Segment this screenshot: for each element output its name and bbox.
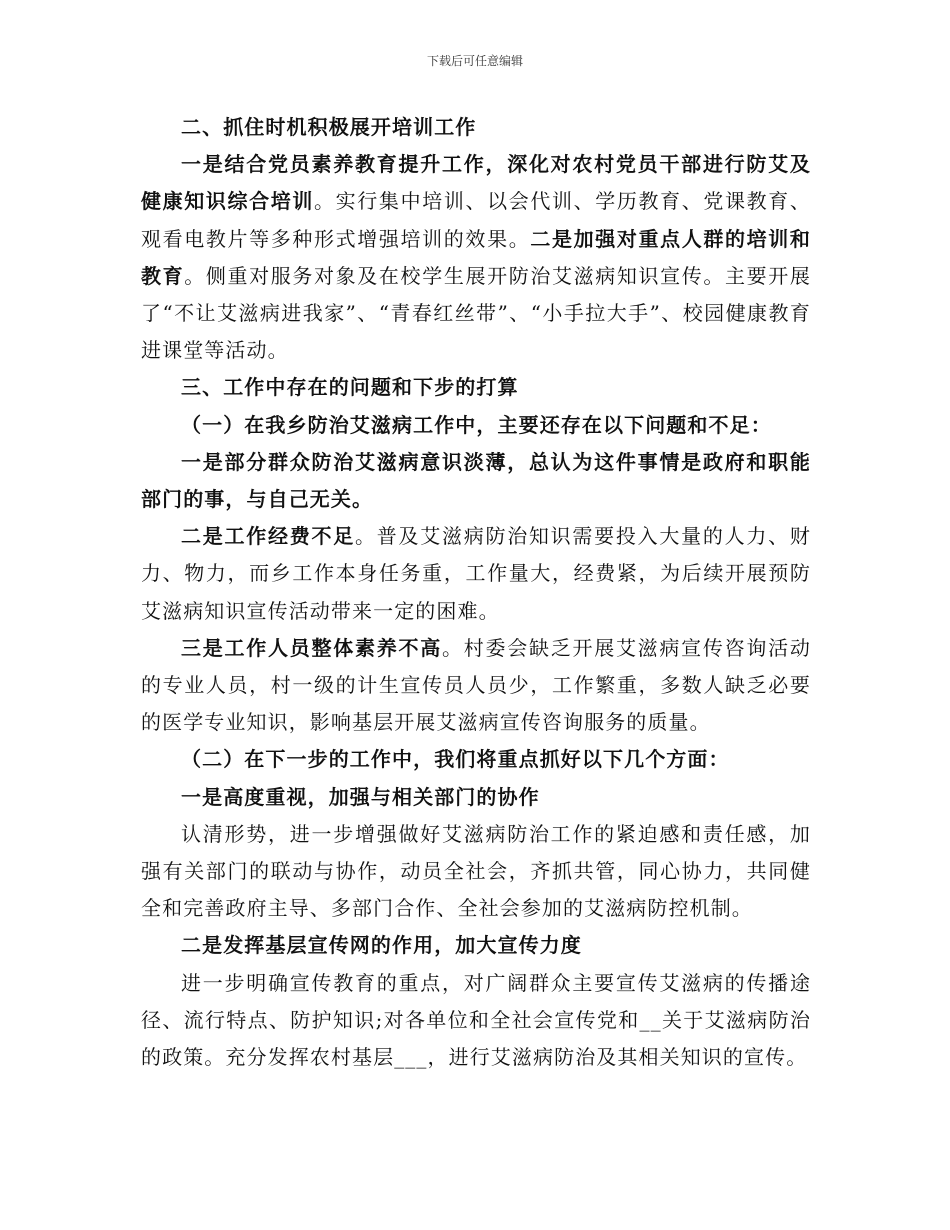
text-run: 进一步明确宣传教育的重点，对广阔群众主要宣传艾滋病的传播途径、流行特点、防护知识;对各单位和全社会宣传党和__关于艾滋病防治的政策。充分发挥农村基层___，进行艾滋病防治及其相关知识的宣传。 [141,970,811,1070]
subheading-problems [141,407,811,444]
bold-run: 一是结合党员素养教育提升工作，深化对农村党员干部进行防艾及健康知识综合培训 [141,152,811,214]
subheading-next-steps [141,741,811,778]
subheading-step-2 [141,927,811,964]
bold-run: 一是部分群众防治艾滋病意识淡薄，总认为这件事情是政府和职能部门的事，与自己无关。 [141,449,811,512]
heading-text: 二、抓住时机积极展开培训工作 [181,115,477,139]
section-heading-3 [141,369,811,406]
paragraph-training [141,146,811,369]
heading-text: 三、工作中存在的问题和下步的打算 [181,375,519,400]
paragraph-step-1 [141,816,811,928]
document-body [141,109,811,1076]
heading-text: 一是高度重视，加强与相关部门的协作 [181,784,540,809]
heading-text: 二是发挥基层宣传网的作用，加大宣传力度 [181,933,582,958]
text-run: 认清形势，进一步增强做好艾滋病防治工作的紧迫感和责任感，加强有关部门的联动与协作，动员全社会，齐抓共管，同心协力，共同健全和完善政府主导、多部门合作、全社会参加的艾滋病防控机制。 [141,821,811,921]
text-run: 。侧重对服务对象及在校学生展开防治艾滋病知识宣传。主要开展了“不让艾滋病进我家”、“青春红丝带”、“小手拉大手”、校园健康教育进课堂等活动。 [141,263,811,363]
text-run: 。普及艾滋病防治知识需要投入大量的人力、财力、物力，而乡工作本身任务重，工作量大，经费紧，为后续开展预防艾滋病知识宣传活动带来一定的困难。 [141,524,811,623]
heading-text: （一）在我乡防治艾滋病工作中，主要还存在以下问题和不足： [181,412,772,437]
text-run: 。实行集中培训、以会代训、学历教育、党课教育、观看电教片等多种形式增强培训的效果。 [141,189,811,251]
bold-run: 二是加强对重点人群的培训和教育 [141,226,811,288]
section-heading-2 [141,109,811,146]
subheading-step-1 [141,779,811,816]
bold-run: 二是工作经费不足 [181,524,355,549]
paragraph-problem-2 [141,518,811,630]
heading-text: （二）在下一步的工作中，我们将重点抓好以下几个方面： [181,747,730,772]
page-header: 下载后可任意编辑 [426,54,523,68]
bold-run: 三是工作人员整体素养不高 [181,635,442,660]
paragraph-problem-3 [141,630,811,742]
paragraph-step-2 [141,965,811,1077]
text-run: 。村委会缺乏开展艾滋病宣传咨询活动的专业人员，村一级的计生宣传员人员少，工作繁重，多数人缺乏必要的医学专业知识，影响基层开展艾滋病宣传咨询服务的质量。 [141,635,812,735]
paragraph-problem-1 [141,444,811,518]
